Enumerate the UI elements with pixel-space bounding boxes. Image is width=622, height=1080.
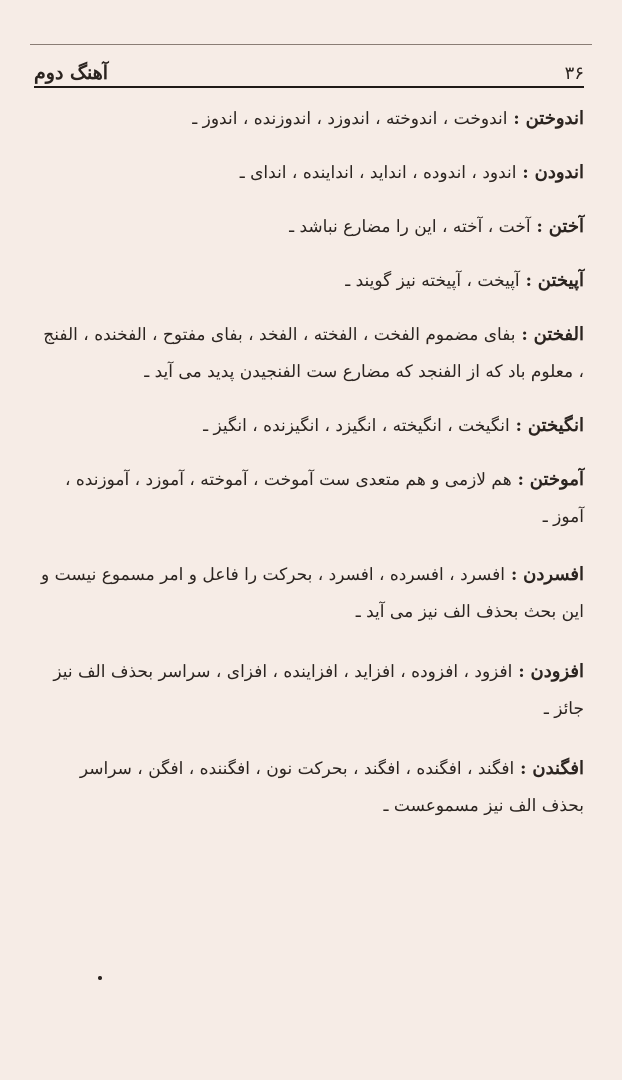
entry: افگندن : افگند ، افگنده ، افگند ، بحرکت نون ، افگننده ، افگن ، سراسر بحذف الف نیز مسموعست ـ bbox=[79, 758, 584, 816]
entry: آپیختن : آپیخت ، آپیخته نیز گویند ـ bbox=[345, 270, 584, 291]
headword: افسردن bbox=[523, 564, 584, 585]
entry-text: بفای مضموم الفخت ، الفخته ، الفخد ، بفای مفتوح ، الفخنده ، الفنج ، معلوم باد که از الفنجد که مضارع ست الفنجیدن پدید می آید ـ bbox=[43, 325, 584, 382]
page-number: ۳۶ bbox=[564, 63, 584, 84]
entry: اندوختن : اندوخت ، اندوخته ، اندوزد ، اندوزنده ، اندوز ـ bbox=[192, 108, 584, 129]
entry: افسردن : افسرد ، افسرده ، افسرد ، بحرکت را فاعل و امر مسموع نیست و این بحث بحذف الف نیز می آید ـ bbox=[41, 564, 584, 622]
entry: الفختن : بفای مضموم الفخت ، الفخته ، الفخد ، بفای مفتوح ، الفخنده ، الفنج ، معلوم باد که از الفنجد که مضارع ست الفنجیدن پدید می آید ـ bbox=[43, 324, 584, 382]
entry: افزودن : افزود ، افزوده ، افزاید ، افزاینده ، افزای ، سراسر بحذف الف نیز جائز ـ bbox=[53, 661, 584, 719]
headword: آختن bbox=[548, 216, 584, 237]
entry-text: افگند ، افگنده ، افگند ، بحرکت نون ، افگننده ، افگن ، سراسر بحذف الف نیز مسموعست ـ bbox=[79, 759, 584, 816]
headword: آپیختن bbox=[537, 270, 584, 291]
entry: انگیختن : انگیخت ، انگیخته ، انگیزد ، انگیزنده ، انگیز ـ bbox=[203, 415, 584, 436]
ink-dot bbox=[98, 976, 102, 980]
entry-text: هم لازمی و هم متعدی ست آموخت ، آموخته ، آموزد ، آموزنده ، آموز ـ bbox=[64, 470, 584, 527]
entry-text: افسرد ، افسرده ، افسرد ، بحرکت را فاعل و امر مسموع نیست و این بحث بحذف الف نیز می آید ـ bbox=[41, 565, 584, 622]
entry-text: اندود ، اندوده ، انداید ، انداینده ، اندای ـ bbox=[239, 163, 517, 183]
entry-text: آخت ، آخته ، این را مضارع نباشد ـ bbox=[289, 217, 531, 237]
entry-text: آپیخت ، آپیخته نیز گویند ـ bbox=[345, 271, 520, 291]
headword: اندودن bbox=[534, 162, 584, 183]
headword: اندوختن bbox=[525, 108, 584, 129]
entry-list bbox=[36, 100, 584, 825]
headword: افزودن bbox=[530, 661, 584, 682]
headword: انگیختن bbox=[527, 415, 584, 436]
headword: الفختن bbox=[533, 324, 584, 345]
running-title: آهنگ دوم bbox=[34, 62, 109, 84]
top-faint-rule bbox=[30, 44, 592, 45]
page-header bbox=[34, 50, 584, 84]
entry: آختن : آخت ، آخته ، این را مضارع نباشد ـ bbox=[289, 216, 584, 237]
headword: افگندن bbox=[532, 758, 584, 779]
headword: آموختن bbox=[529, 469, 584, 490]
entry-text: اندوخت ، اندوخته ، اندوزد ، اندوزنده ، اندوز ـ bbox=[192, 109, 508, 129]
entry: اندودن : اندود ، اندوده ، انداید ، انداینده ، اندای ـ bbox=[239, 162, 584, 183]
entry-text: انگیخت ، انگیخته ، انگیزد ، انگیزنده ، انگیز ـ bbox=[203, 416, 510, 436]
entry-text: افزود ، افزوده ، افزاید ، افزاینده ، افزای ، سراسر بحذف الف نیز جائز ـ bbox=[53, 662, 584, 719]
entry: آموختن : هم لازمی و هم متعدی ست آموخت ، آموخته ، آموزد ، آموزنده ، آموز ـ bbox=[64, 469, 584, 527]
header-rule bbox=[34, 86, 584, 88]
